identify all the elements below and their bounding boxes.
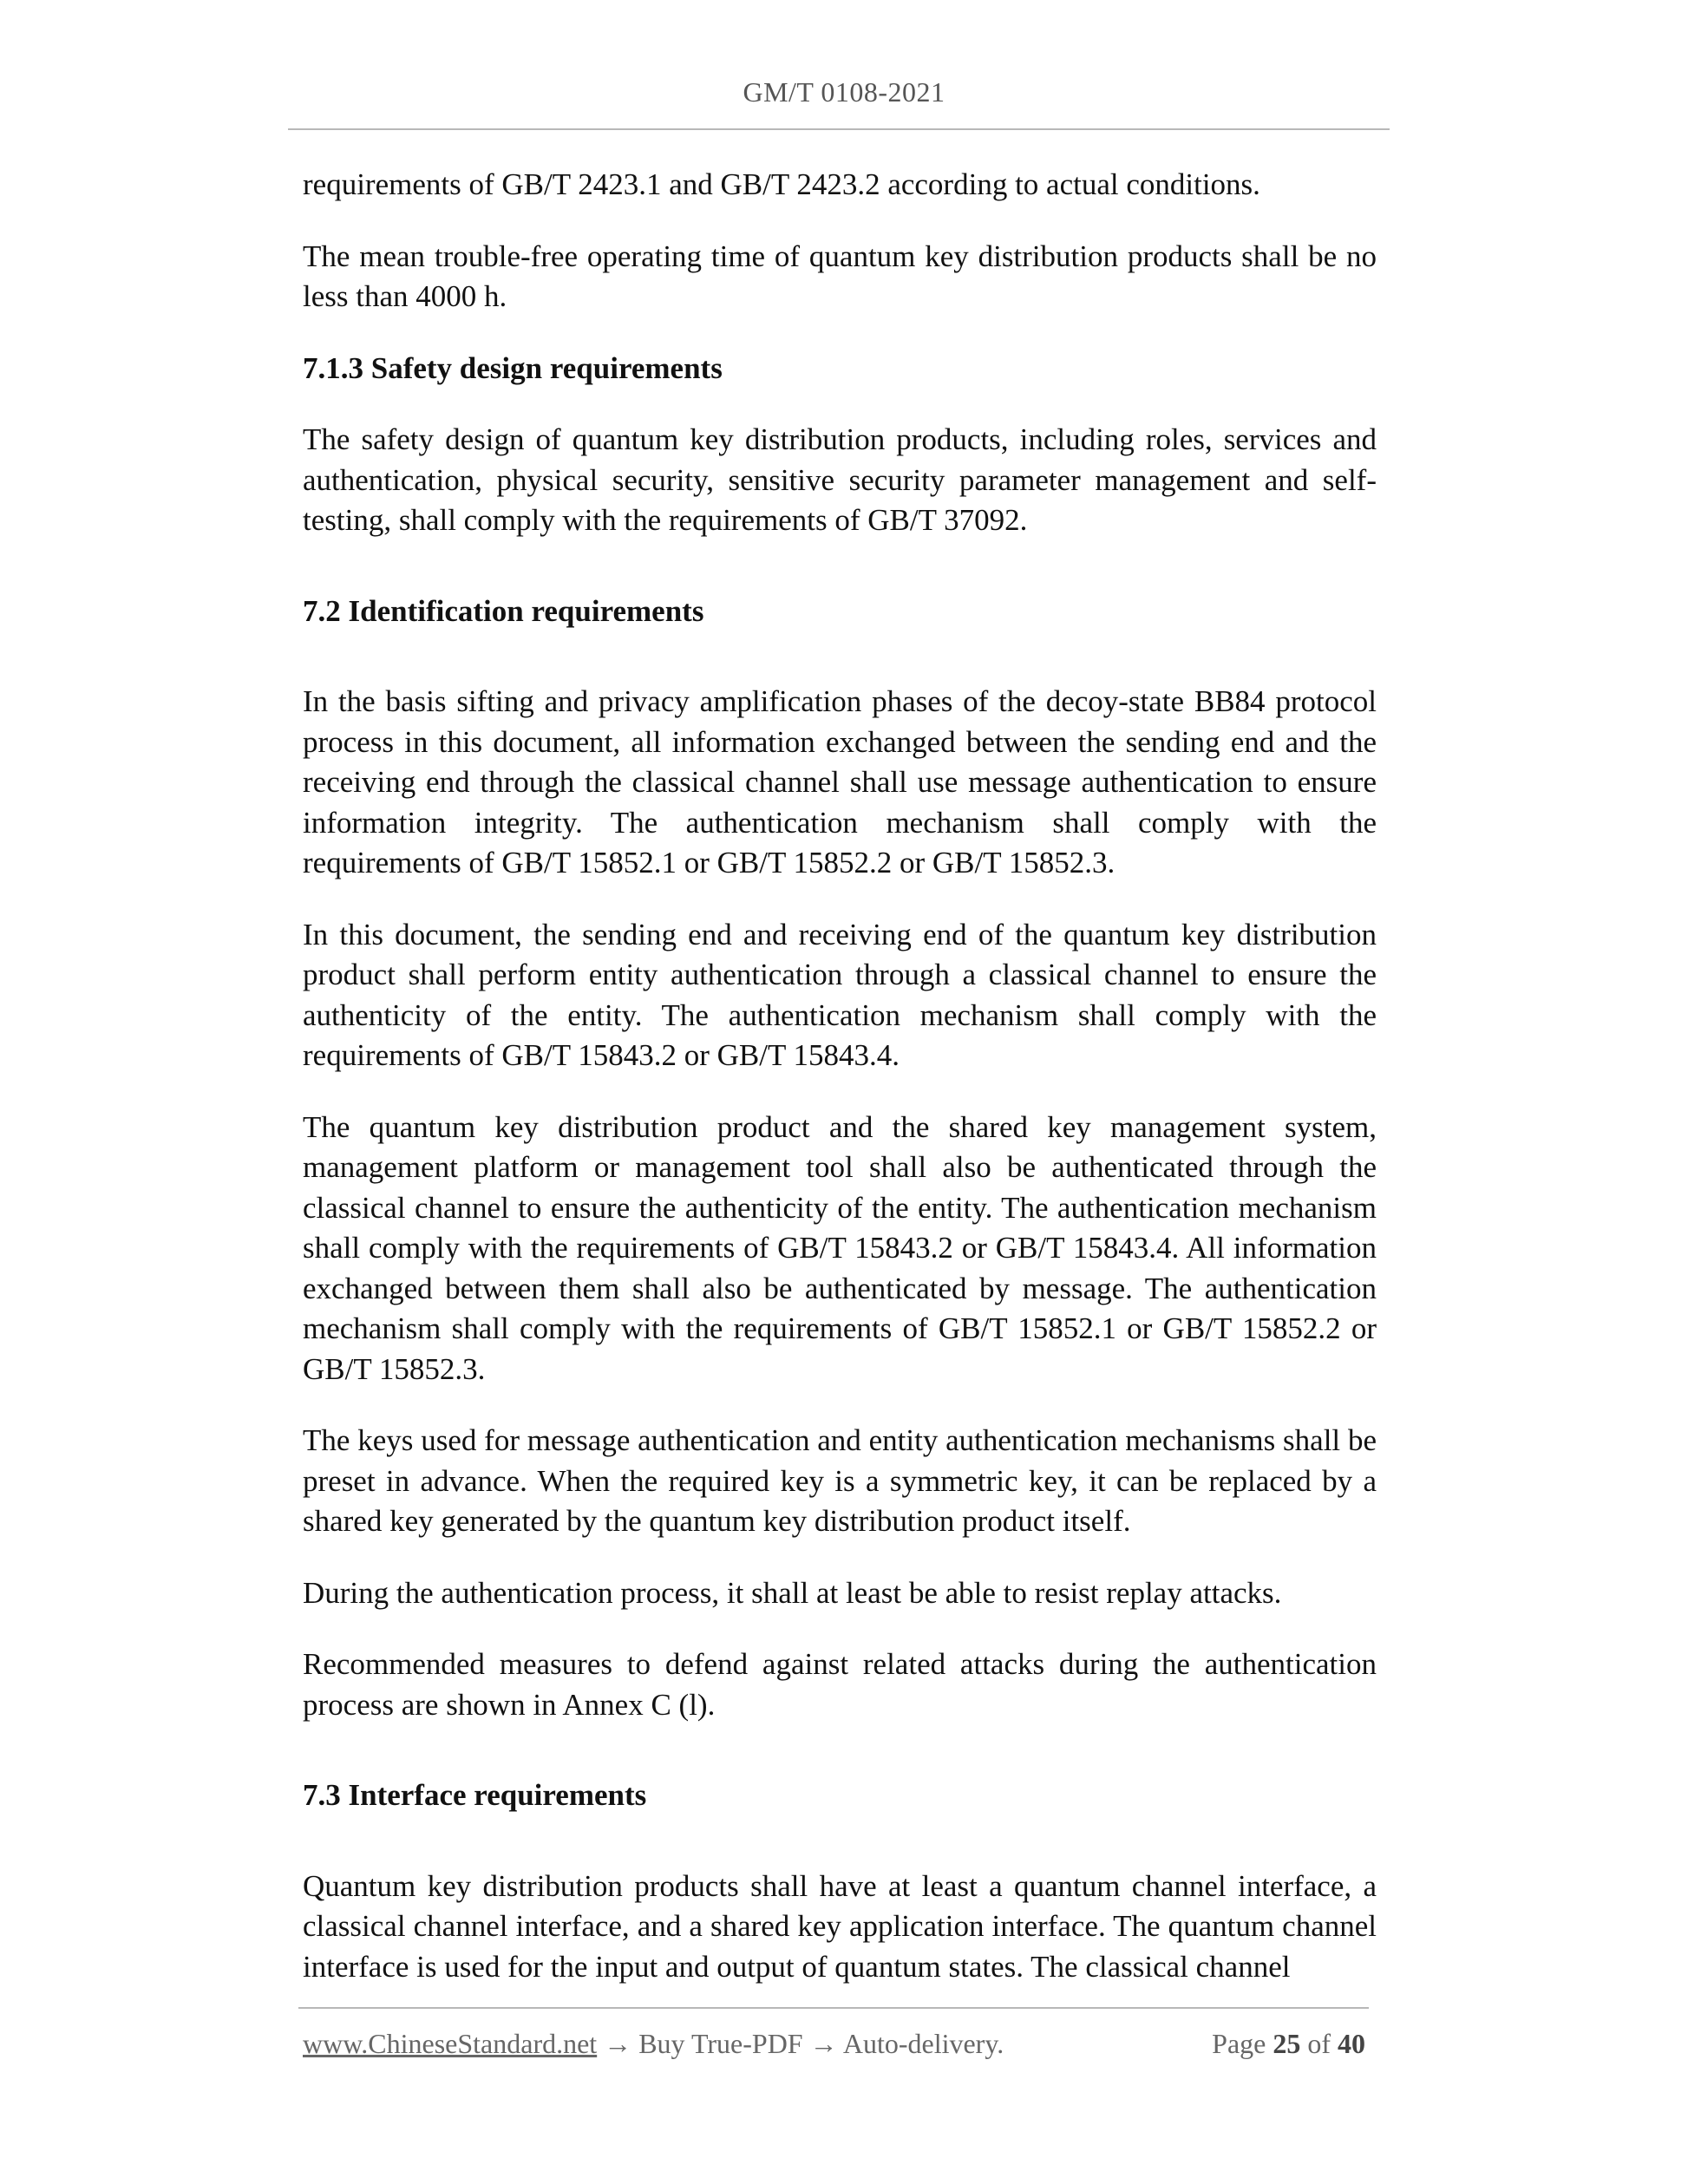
current-page-number: 25: [1273, 2028, 1301, 2059]
section-heading-7-1-3: 7.1.3 Safety design requirements: [303, 350, 723, 385]
page-content: [303, 165, 1377, 2018]
page-number: [1212, 2028, 1365, 2060]
footer-promo-text: → Buy True-PDF → Auto-delivery.: [597, 2028, 1004, 2059]
section-heading-7-3: 7.3 Interface requirements: [303, 1778, 647, 1812]
paragraph: The safety design of quantum key distribution products, including roles, services and authentication, physical security, sensitive security parameter management and self-testing, shall comply with the requirements of GB/T 37092.: [303, 422, 1377, 537]
paragraph: Quantum key distribution products shall have at least a quantum channel interface, a classical channel interface, and a shared key application interface. The quantum channel interface is used for the input and output of quantum states. The classical channel: [303, 1868, 1377, 1984]
document-id-header: GM/T 0108-2021: [743, 76, 945, 108]
section-heading-7-2: 7.2 Identification requirements: [303, 593, 704, 628]
page-label: Page: [1212, 2028, 1266, 2059]
page-of-label: of: [1307, 2028, 1331, 2059]
paragraph: requirements of GB/T 2423.1 and GB/T 2423.2 according to actual conditions.: [303, 167, 1260, 201]
paragraph: Recommended measures to defend against related attacks during the authentication process are shown in Annex C (l).: [303, 1647, 1377, 1722]
footer-divider: [298, 2007, 1369, 2009]
paragraph: In this document, the sending end and receiving end of the quantum key distribution product shall perform entity authentication through a classical channel to ensure the authenticity of the entity. The authentication mechanism shall comply with the requirements of GB/T 15843.2 or GB/T 15843.4.: [303, 917, 1377, 1072]
header-divider: [288, 128, 1390, 130]
footer-promo: [303, 2028, 1004, 2060]
total-page-number: 40: [1338, 2028, 1365, 2059]
website-link[interactable]: www.ChineseStandard.net: [303, 2028, 598, 2059]
paragraph: The quantum key distribution product and the shared key management system, management platform or management tool shall also be authenticated through the classical channel to ensure the authenticity of the entity. The authentication mechanism shall comply with the requirements of GB/T 15843.2 or GB/T 15843.4. All information exchanged between them shall also be authenticated by message. The authentication mechanism shall comply with the requirements of GB/T 15852.1 or GB/T 15852.2 or GB/T 15852.3.: [303, 1109, 1377, 1386]
paragraph: In the basis sifting and privacy amplification phases of the decoy-state BB84 protocol process in this document, all information exchanged between the sending end and the receiving end through the classical channel shall use message authentication to ensure information integrity. The authentication mechanism shall comply with the requirements of GB/T 15852.1 or GB/T 15852.2 or GB/T 15852.3.: [303, 684, 1377, 879]
paragraph: The keys used for message authentication and entity authentication mechanisms shall be preset in advance. When the required key is a symmetric key, it can be replaced by a shared key generated by the quantum key distribution product itself.: [303, 1423, 1377, 1538]
paragraph: During the authentication process, it shall at least be able to resist replay attacks.: [303, 1575, 1282, 1610]
paragraph: The mean trouble-free operating time of quantum key distribution products shall be no less than 4000 h.: [303, 239, 1377, 313]
